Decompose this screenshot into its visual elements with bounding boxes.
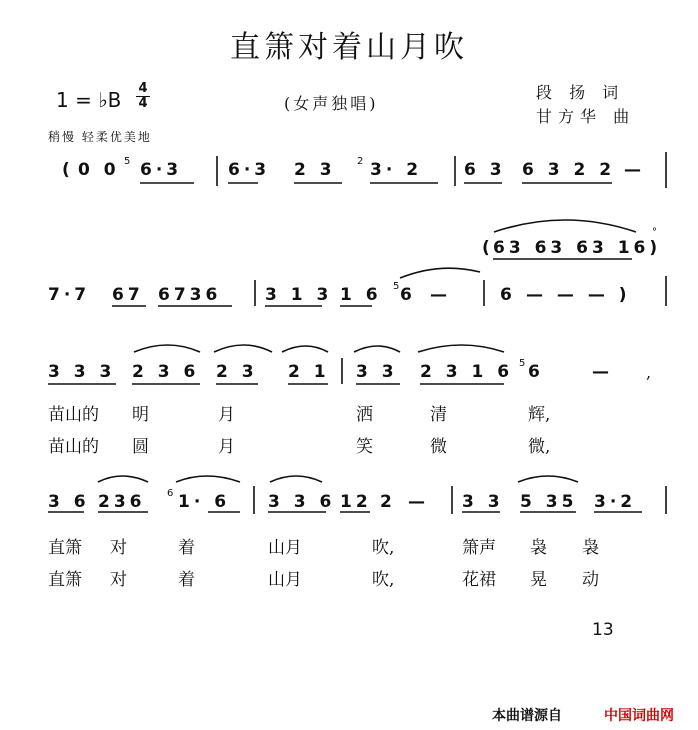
note-group: 2 xyxy=(380,492,396,512)
lyric-syllable: 山月 xyxy=(268,570,302,590)
time-signature-bottom: 4 xyxy=(136,96,150,111)
performance-note: (女声独唱) xyxy=(284,94,379,113)
note-group: ( xyxy=(62,160,74,180)
note-group: 0 0 xyxy=(78,160,120,180)
note-group: 2 3 6 xyxy=(132,362,200,382)
lyric-syllable: 月 xyxy=(218,405,235,425)
note-group: 6 xyxy=(500,285,516,305)
note-group: 6 xyxy=(400,285,416,305)
lyric-syllable: 袅 xyxy=(530,538,547,558)
note-group: 6 3 xyxy=(464,160,506,180)
lyric-syllable: 袅 xyxy=(582,538,599,558)
note-group: 3·2 xyxy=(594,492,637,512)
note-group: 12 xyxy=(340,492,372,512)
note-group: 6 xyxy=(528,362,544,382)
note-group: — xyxy=(408,492,429,512)
lyric-syllable: 吹, xyxy=(372,570,395,590)
grace-note: 2 xyxy=(357,156,364,167)
note-group: 3 1 3 xyxy=(265,285,333,305)
lyric-syllable: 笑 xyxy=(356,437,373,457)
note-group: — xyxy=(624,160,645,180)
note-group: 6·3 xyxy=(140,160,183,180)
lyric-syllable: 苗山的 xyxy=(48,437,99,457)
note-group: 3 3 xyxy=(356,362,398,382)
footer-source-label: 本曲谱源自 xyxy=(492,708,562,724)
composer-credit: 甘方华 曲 xyxy=(536,107,636,126)
slur xyxy=(134,345,328,352)
lyric-syllable: 着 xyxy=(178,538,195,558)
lyric-syllable: 微 xyxy=(430,437,447,457)
note-group: 2 1 xyxy=(288,362,330,382)
note-group: 6·3 xyxy=(228,160,271,180)
note-group: 236 xyxy=(98,492,146,512)
lyric-syllable: 着 xyxy=(178,570,195,590)
note-group: 6 3 2 2 xyxy=(522,160,616,180)
note-group: 3· 2 xyxy=(370,160,423,180)
slur xyxy=(98,476,240,482)
note-group: 3 3 6 xyxy=(268,492,336,512)
lyricist-credit: 段 扬 词 xyxy=(536,83,625,102)
note-group: 3 6 xyxy=(48,492,90,512)
note-group: — xyxy=(592,362,613,382)
lyric-syllable: 花裙 xyxy=(462,570,496,590)
page-number: 13 xyxy=(592,620,614,640)
note-group: 2 3 xyxy=(216,362,258,382)
grace-note: 5 xyxy=(519,358,526,369)
lyric-syllable: 苗山的 xyxy=(48,405,99,425)
slur xyxy=(270,476,578,482)
lyric-syllable: 微, xyxy=(528,437,551,457)
note-group: 2 3 xyxy=(294,160,336,180)
note-group: 7·7 xyxy=(48,285,91,305)
time-signature-top: 4 xyxy=(138,81,148,96)
lyric-syllable: 圆 xyxy=(132,437,149,457)
note-group: 2 3 1 6 xyxy=(420,362,514,382)
lyric-syllable: 月 xyxy=(218,437,235,457)
note-group: 5 35 xyxy=(520,492,578,512)
note-group: 1· 6 xyxy=(178,492,231,512)
song-title: 直箫对着山月吹 xyxy=(230,30,468,65)
lyric-syllable: 明 xyxy=(132,405,149,425)
lyric-syllable: 直箫 xyxy=(48,538,82,558)
note-group: 3 3 xyxy=(462,492,504,512)
grace-note: 6 xyxy=(167,488,174,499)
lyric-syllable: 辉, xyxy=(528,405,551,425)
note-group: 1 6 xyxy=(340,285,382,305)
note-group: 3 3 3 xyxy=(48,362,116,382)
lyric-syllable: 吹, xyxy=(372,538,395,558)
lyric-syllable: 洒 xyxy=(356,405,373,425)
lyric-syllable: 清 xyxy=(430,405,447,425)
lyric-syllable: 对 xyxy=(110,538,127,558)
note-group: — xyxy=(430,285,451,305)
breath-mark: , xyxy=(646,363,652,382)
fermata-mark: ° xyxy=(652,227,657,238)
slur xyxy=(494,220,636,232)
lyric-syllable: 对 xyxy=(110,570,127,590)
note-group: 63 63 63 16) xyxy=(493,238,662,258)
slur xyxy=(354,345,504,352)
lyric-syllable: 动 xyxy=(582,570,599,590)
lyric-syllable: 箫声 xyxy=(462,538,496,558)
lyric-syllable: 直箫 xyxy=(48,570,82,590)
note-group: — — — ) xyxy=(526,285,631,305)
lyric-syllable: 山月 xyxy=(268,538,302,558)
slur xyxy=(400,268,480,278)
note-group: 6736 xyxy=(158,285,222,305)
grace-note: 5 xyxy=(124,156,131,167)
tempo-marking: 稍慢 轻柔优美地 xyxy=(48,130,152,144)
lyric-syllable: 晃 xyxy=(530,570,547,590)
key-signature: 1 = ♭B xyxy=(56,88,122,112)
note-group: 67 xyxy=(112,285,144,305)
note-group: ( xyxy=(482,238,494,258)
footer-site-link[interactable]: 中国词曲网 xyxy=(604,708,674,724)
grace-note: 5 xyxy=(393,281,400,292)
